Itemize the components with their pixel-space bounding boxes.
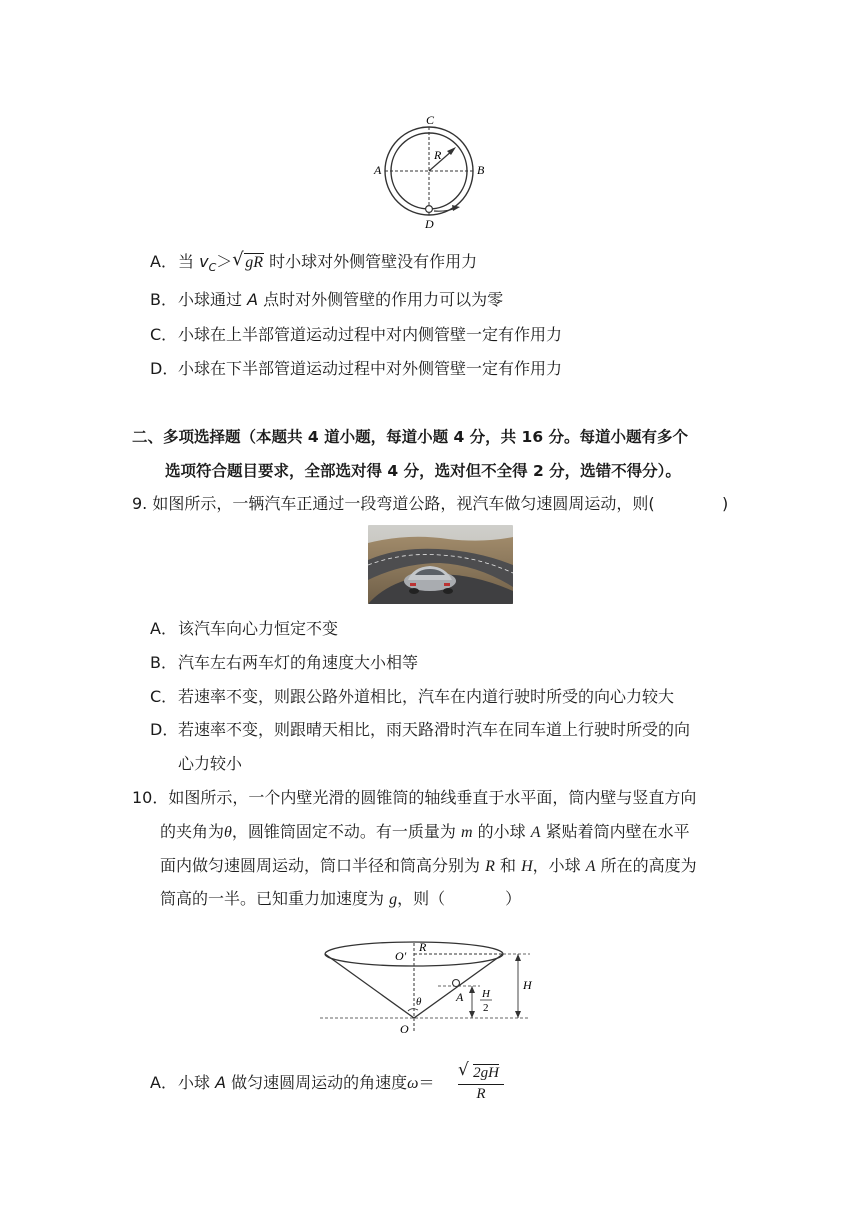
- q10-text: 筒高的一半。已知重力加速度为: [160, 889, 390, 908]
- option-text: 时小球对外侧管壁没有作用力: [264, 252, 478, 271]
- gravity-symbol: g: [389, 891, 398, 908]
- label-a: A: [374, 163, 382, 177]
- q10-text: ，圆锥筒固定不动。有一质量为: [231, 822, 461, 841]
- q10-option-a: [150, 1072, 434, 1095]
- height-symbol: H: [521, 858, 533, 875]
- option-letter: D．: [150, 720, 179, 739]
- ball-symbol: A: [530, 824, 541, 841]
- point-symbol: A: [247, 290, 259, 309]
- fraction-numerator: 2gH: [473, 1065, 499, 1081]
- label-o-prime: O′: [395, 949, 407, 963]
- option-letter: C．: [150, 325, 178, 344]
- q10-text: 和: [494, 856, 522, 875]
- q8-option-c: [150, 324, 562, 346]
- sqrt-expression: √ gR: [232, 249, 264, 271]
- q8-option-d: [150, 358, 562, 380]
- omega-symbol: ω: [407, 1075, 419, 1092]
- option-text: 做匀速圆周运动的角速度: [226, 1073, 408, 1092]
- section-heading-line2: 选项符合题目要求，全部选对得 4 分，选对但不全得 2 分，选错不得分）。: [165, 462, 681, 480]
- q9-option-a: [150, 618, 338, 640]
- option-text: 该汽车向心力恒定不变: [178, 619, 339, 638]
- q9-stem-close: ): [722, 494, 729, 513]
- label-r: R: [419, 940, 427, 954]
- q10-text: ，则（: [397, 889, 446, 908]
- option-letter: A．: [150, 1073, 177, 1092]
- label-o: O: [400, 1022, 409, 1036]
- q10-text: 的夹角为: [160, 822, 225, 841]
- label-b: B: [477, 163, 485, 177]
- q10-text: 面内做匀速圆周运动，筒口半径和筒高分别为: [160, 856, 486, 875]
- q9-stem: 9. 如图所示，一辆汽车正通过一段弯道公路，视汽车做匀速圆周运动，则(: [132, 494, 655, 513]
- ball-symbol: A: [585, 858, 596, 875]
- q10-text: 的小球: [472, 822, 531, 841]
- q10-text: ，小球: [532, 856, 586, 875]
- q10-text: 紧贴着筒内壁在水平: [540, 822, 690, 841]
- q10-line3: [160, 855, 697, 878]
- option-text: 点时对外侧管壁的作用力可以为零: [258, 290, 504, 309]
- cone-figure: [320, 935, 540, 1041]
- label-r: R: [434, 148, 442, 162]
- greater-than: ＞: [216, 252, 233, 271]
- ball-symbol: A: [215, 1073, 227, 1092]
- q10-line2: [160, 821, 690, 844]
- q10-text: 所在的高度为: [595, 856, 697, 875]
- q8-option-a: [150, 251, 477, 279]
- label-d: D: [425, 217, 434, 231]
- radius-symbol: R: [485, 858, 495, 875]
- option-text: 若速率不变，则跟晴天相比，雨天路滑时汽车在同车道上行驶时所受的向: [178, 720, 691, 739]
- q9-option-c: [150, 686, 674, 708]
- q10-line1: 10．如图所示，一个内壁光滑的圆锥筒的轴线垂直于水平面，筒内壁与竖直方向: [132, 788, 697, 807]
- option-text: 当: [178, 252, 200, 271]
- theta-symbol: θ: [224, 824, 232, 841]
- fraction-denominator: R: [476, 1086, 486, 1102]
- option-text: 小球在上半部管道运动过程中对内侧管壁一定有作用力: [178, 325, 563, 344]
- option-text: 若速率不变，则跟公路外道相比，汽车在内道行驶时所受的向心力较大: [178, 687, 675, 706]
- option-letter: A．: [150, 252, 177, 271]
- option-letter: B．: [150, 290, 177, 309]
- velocity-subscript: C: [208, 261, 217, 275]
- mass-symbol: m: [460, 824, 473, 841]
- option-letter: B．: [150, 653, 177, 672]
- option-letter: D．: [150, 359, 179, 378]
- label-theta: θ: [416, 996, 422, 1008]
- q10-line4: [160, 888, 521, 911]
- velocity-symbol: v: [199, 252, 209, 271]
- circular-tube-figure: [360, 110, 500, 232]
- q9-option-d-cont: 心力较小: [178, 754, 243, 773]
- label-half-h-num: H: [482, 988, 490, 1000]
- q8-option-b: [150, 289, 503, 311]
- option-text: 汽车左右两车灯的角速度大小相等: [178, 653, 419, 672]
- option-letter: A．: [150, 619, 177, 638]
- q10-text: ）: [505, 889, 522, 908]
- label-c: C: [426, 113, 435, 127]
- car-on-curved-road-photo: [368, 525, 513, 604]
- option-text: 小球在下半部管道运动过程中对外侧管壁一定有作用力: [178, 359, 563, 378]
- q9-option-b: [150, 652, 418, 674]
- label-half-h-den: 2: [483, 1002, 489, 1014]
- equals-sign: ＝: [418, 1073, 435, 1092]
- option-text: 小球: [178, 1073, 216, 1092]
- section-heading-line1: 二、多项选择题（本题共 4 道小题，每道小题 4 分，共 16 分。每道小题有多个: [132, 428, 689, 446]
- q10-option-a-fraction: √ 2gH R: [458, 1063, 504, 1103]
- sqrt-content: gR: [245, 254, 264, 271]
- q9-option-d: [150, 719, 690, 741]
- label-h: H: [523, 978, 532, 992]
- option-text: 小球通过: [178, 290, 248, 309]
- label-a: A: [456, 990, 464, 1004]
- option-letter: C．: [150, 687, 178, 706]
